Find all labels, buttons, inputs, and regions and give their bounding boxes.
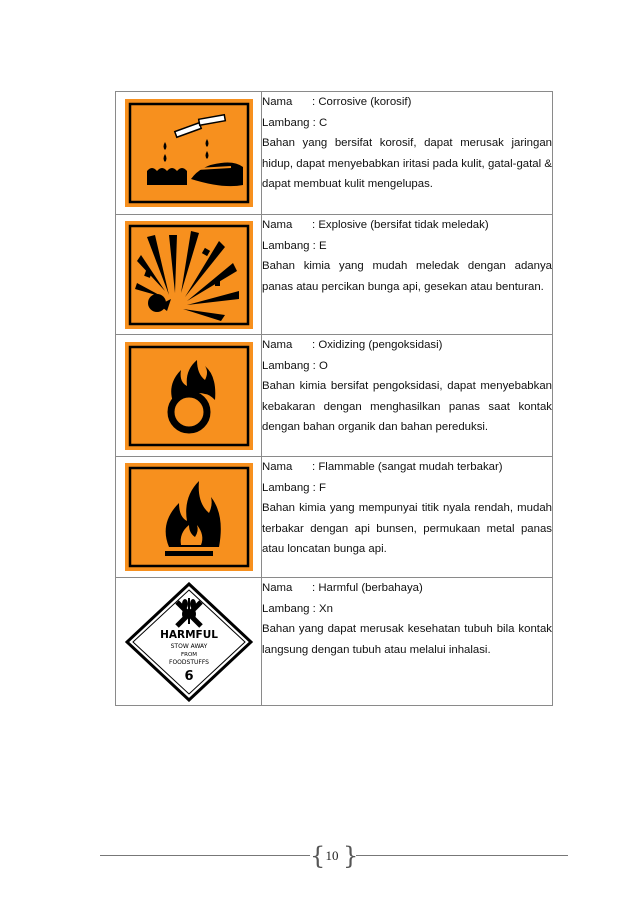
hazard-symbol-table xyxy=(115,91,553,706)
description-cell xyxy=(262,578,553,706)
nama-label: Nama xyxy=(262,582,293,594)
description-cell xyxy=(262,92,553,215)
page-number: 10 xyxy=(325,848,339,863)
description-text: Bahan kimia yang mempunyai titik nyala rendah, mudah terbakar dengan api bunsen, permukaan metal panas atau loncatan bunga api. xyxy=(262,502,552,556)
description-cell xyxy=(262,457,553,578)
symbol-cell xyxy=(116,92,262,215)
table-row xyxy=(116,215,553,335)
table-row xyxy=(116,92,553,215)
symbol-cell xyxy=(116,335,262,457)
lambang-text: Lambang : F xyxy=(262,481,326,494)
lambang-text: Lambang : C xyxy=(262,116,328,129)
nama-label: Nama xyxy=(262,461,293,473)
footer-rule-right xyxy=(356,855,568,856)
table-row xyxy=(116,578,553,706)
description-text: Bahan kimia bersifat pengoksidasi, dapat menyebabkan kebakaran dengan menghasilkan panas saat kontak dengan bahan organik dan bahan pereduksi. xyxy=(262,380,552,434)
nama-value: : Corrosive (korosif) xyxy=(312,96,412,108)
sign-class-number: 6 xyxy=(183,668,194,684)
footer-right-brace: } xyxy=(343,842,359,870)
sign-foodstuffs-text: FOODSTUFFS xyxy=(168,658,209,666)
lambang-text: Lambang : Xn xyxy=(262,602,333,615)
sign-stow-text: STOW AWAY xyxy=(170,642,207,650)
symbol-cell xyxy=(116,578,262,706)
nama-label: Nama xyxy=(262,219,293,231)
nama-value: : Flammable (sangat mudah terbakar) xyxy=(312,461,503,473)
nama-label: Nama xyxy=(262,96,293,108)
symbol-cell xyxy=(116,457,262,578)
description-cell xyxy=(262,335,553,457)
flammable-icon xyxy=(125,463,253,571)
nama-value: : Oxidizing (pengoksidasi) xyxy=(312,339,443,351)
symbol-cell xyxy=(116,215,262,335)
footer-rule-left xyxy=(100,855,310,856)
table-row xyxy=(116,457,553,578)
lambang-text: Lambang : E xyxy=(262,239,327,252)
description-text: Bahan kimia yang mudah meledak dengan adanya panas atau percikan bunga api, gesekan atau benturan. xyxy=(262,260,552,293)
footer-left-brace: { xyxy=(310,842,326,870)
description-text: Bahan yang dapat merusak kesehatan tubuh bila kontak langsung dengan tubuh atau melalui inhalasi. xyxy=(262,623,552,656)
lambang-text: Lambang : O xyxy=(262,359,328,372)
table-row xyxy=(116,335,553,457)
oxidizing-icon xyxy=(125,342,253,450)
nama-value: : Harmful (berbahaya) xyxy=(312,582,423,594)
corrosive-icon xyxy=(125,99,253,207)
description-cell xyxy=(262,215,553,335)
nama-label: Nama xyxy=(262,339,293,351)
explosive-icon xyxy=(125,221,253,329)
sign-harmful-text: HARMFUL xyxy=(159,628,218,641)
harmful-icon xyxy=(125,582,253,702)
description-text: Bahan yang bersifat korosif, dapat merusak jaringan hidup, dapat menyebabkan iritasi pada kulit, gatal-gatal & dapat membuat kulit mengelupas. xyxy=(262,137,552,191)
nama-value: : Explosive (bersifat tidak meledak) xyxy=(312,219,489,231)
sign-from-text: FROM xyxy=(180,651,197,658)
